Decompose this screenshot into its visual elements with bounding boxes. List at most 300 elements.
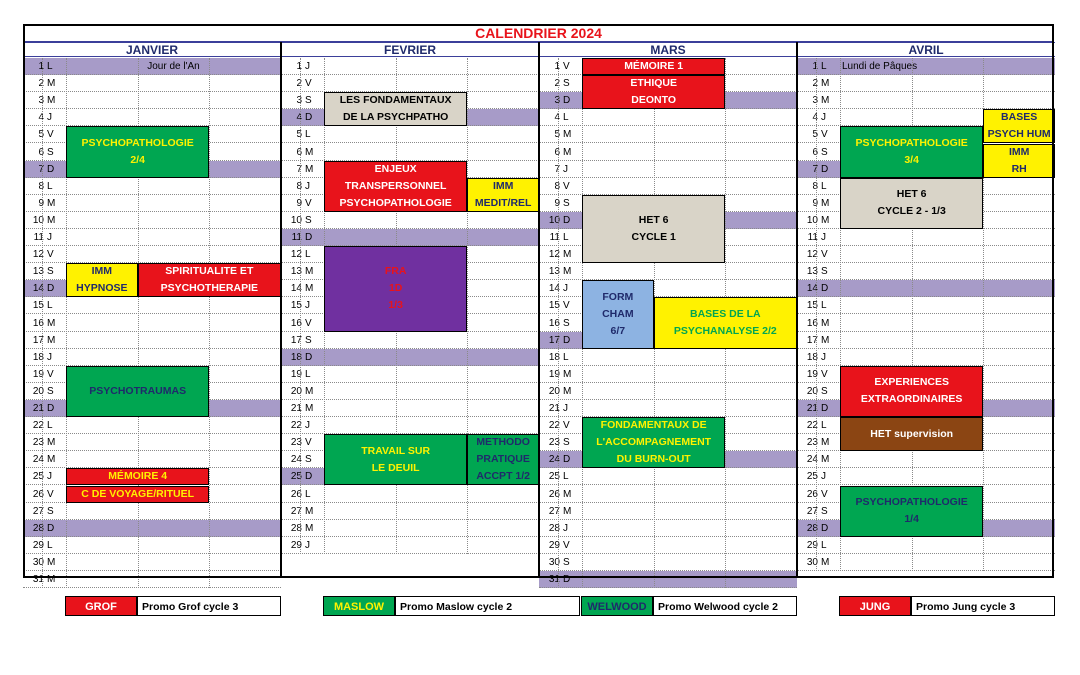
day-row[interactable] (23, 195, 281, 212)
day-number: 15 (32, 300, 44, 312)
day-letter: M (305, 522, 314, 534)
day-letter: V (47, 129, 54, 141)
day-letter: M (305, 385, 314, 397)
day-number: 6 (554, 146, 560, 158)
day-number: 15 (806, 300, 818, 312)
day-letter: M (563, 129, 572, 141)
day-number: 21 (548, 403, 560, 414)
day-letter: J (821, 351, 826, 363)
day-number: 12 (290, 249, 302, 261)
day-letter: J (305, 420, 310, 432)
event-fev-fondamentaux-psychpatho[interactable]: LES FONDAMENTAUX DE LA PSYCHPATHO (324, 92, 467, 126)
day-number: 17 (548, 334, 560, 346)
day-number: 26 (32, 488, 44, 500)
day-row[interactable] (23, 571, 281, 588)
day-row[interactable] (281, 212, 539, 229)
day-number: 5 (812, 129, 818, 141)
month-header-mars: MARS (539, 42, 797, 57)
day-letter: M (563, 249, 572, 261)
day-number: 1 (812, 61, 818, 72)
day-letter: D (563, 334, 571, 346)
day-row[interactable] (539, 280, 797, 297)
day-letter: D (305, 112, 313, 124)
day-number: 17 (806, 334, 818, 346)
legend-label-maslow: Promo Maslow cycle 2 (395, 596, 580, 616)
day-row[interactable] (281, 503, 539, 520)
day-letter: D (563, 95, 571, 107)
day-letter: D (305, 471, 313, 483)
month-header-fevrier: FEVRIER (281, 42, 539, 57)
day-number: 24 (290, 454, 302, 466)
day-number: 30 (806, 556, 818, 568)
day-row[interactable] (23, 315, 281, 332)
day-letter: M (305, 403, 314, 414)
day-letter: M (821, 95, 830, 107)
day-row[interactable] (797, 332, 1055, 349)
day-letter: J (821, 232, 826, 243)
day-letter: J (305, 61, 310, 72)
day-letter: J (821, 112, 826, 124)
day-row[interactable] (797, 246, 1055, 263)
day-row[interactable] (23, 92, 281, 109)
day-number: 29 (290, 539, 302, 551)
day-letter: M (305, 505, 314, 517)
day-number: 18 (32, 351, 44, 363)
day-letter: M (821, 214, 830, 226)
day-number: 26 (548, 488, 560, 500)
day-number: 10 (548, 214, 560, 226)
day-letter: M (47, 574, 56, 585)
day-letter: V (821, 368, 828, 380)
day-number: 19 (290, 368, 302, 380)
day-letter: M (821, 334, 830, 346)
day-letter: M (821, 78, 830, 90)
day-row[interactable] (539, 537, 797, 554)
day-letter: S (821, 385, 828, 397)
day-letter: L (47, 300, 53, 312)
day-letter: V (563, 300, 570, 312)
day-row[interactable] (539, 520, 797, 537)
day-row[interactable] (281, 400, 539, 417)
event-jan-spiritualite[interactable]: SPIRITUALITE ET PSYCHOTHERAPIE (138, 263, 281, 297)
day-letter: V (47, 249, 54, 261)
day-row[interactable] (797, 315, 1055, 332)
legend-swatch-maslow: MASLOW (323, 596, 395, 616)
day-letter: M (305, 146, 314, 158)
day-number: 3 (296, 95, 302, 107)
event-fev-methodo-pratique[interactable]: METHODO PRATIQUE ACCPT 1/2 (467, 434, 539, 485)
day-row[interactable] (539, 144, 797, 161)
day-letter: M (47, 334, 56, 346)
day-row[interactable] (23, 75, 281, 92)
day-number: 28 (806, 522, 818, 534)
day-letter: V (305, 317, 312, 329)
day-row[interactable] (281, 349, 539, 366)
day-number: 31 (32, 574, 44, 585)
day-letter: J (305, 180, 310, 192)
day-letter: L (563, 471, 569, 483)
event-jan-imm-hypnose[interactable]: IMM HYPNOSE (66, 263, 138, 297)
event-fev-fra-1d-1d[interactable]: FRA 1D 1/3 (324, 246, 467, 332)
day-row[interactable] (797, 537, 1055, 554)
day-number: 3 (554, 95, 560, 107)
day-number: 6 (296, 146, 302, 158)
day-letter: L (563, 351, 569, 363)
day-number: 9 (38, 197, 44, 209)
grid-line (558, 58, 559, 588)
day-number: 23 (290, 437, 302, 449)
day-row[interactable] (539, 383, 797, 400)
day-row[interactable] (797, 468, 1055, 485)
day-letter: V (305, 197, 312, 209)
day-row[interactable] (797, 263, 1055, 280)
day-letter: J (47, 471, 52, 483)
day-letter: L (47, 420, 53, 432)
day-number: 24 (548, 454, 560, 466)
day-row[interactable] (539, 161, 797, 178)
day-number: 18 (548, 351, 560, 363)
day-row[interactable] (23, 229, 281, 246)
day-row[interactable] (797, 349, 1055, 366)
day-letter: S (563, 556, 570, 568)
day-number: 2 (296, 78, 302, 90)
day-number: 22 (548, 420, 560, 432)
day-row[interactable] (23, 349, 281, 366)
day-number: 26 (806, 488, 818, 500)
day-number: 9 (554, 197, 560, 209)
day-number: 11 (291, 232, 302, 243)
day-number: 12 (32, 249, 44, 261)
day-number: 29 (32, 539, 44, 551)
day-number: 4 (296, 112, 302, 124)
event-fev-enjeux-transpersonnel[interactable]: ENJEUX TRANSPERSONNEL PSYCHOPATHOLOGIE (324, 161, 467, 212)
day-row[interactable] (539, 349, 797, 366)
day-row[interactable] (539, 263, 797, 280)
day-row[interactable] (539, 486, 797, 503)
day-number: 19 (32, 368, 44, 380)
month-separator (280, 42, 282, 578)
event-jan-psychopathologie[interactable]: PSYCHOPATHOLOGIE 2/4 (66, 126, 209, 177)
day-letter: V (47, 368, 54, 380)
day-number: 15 (548, 300, 560, 312)
day-letter: D (821, 403, 829, 414)
day-letter: J (563, 403, 568, 414)
day-number: 22 (806, 420, 818, 432)
day-letter: M (821, 556, 830, 568)
day-letter: S (563, 197, 570, 209)
month-header-avril: AVRIL (797, 42, 1055, 57)
day-number: 15 (290, 300, 302, 312)
day-row[interactable] (23, 332, 281, 349)
day-letter: M (821, 197, 830, 209)
month-header-janvier: JANVIER (23, 42, 281, 57)
day-letter: D (563, 454, 571, 466)
day-letter: M (821, 317, 830, 329)
day-row[interactable] (23, 434, 281, 451)
event-mar-ethique-deonto[interactable]: ETHIQUE DEONTO (582, 75, 725, 109)
day-row[interactable] (797, 58, 1055, 75)
day-number: 13 (32, 266, 44, 278)
day-letter: V (47, 488, 54, 500)
day-letter: L (305, 129, 311, 141)
day-row[interactable] (281, 229, 539, 246)
legend-swatch-welwood: WELWOOD (581, 596, 653, 616)
event-mar-fondamentaux-burnout[interactable]: FONDAMENTAUX DE L'ACCOMPAGNEMENT DU BURN-OUT (582, 417, 725, 468)
day-row[interactable] (281, 75, 539, 92)
day-letter: V (821, 488, 828, 500)
day-number: 24 (32, 454, 44, 466)
legend-swatch-grof: GROF (65, 596, 137, 616)
day-number: 26 (290, 488, 302, 500)
day-row[interactable] (23, 554, 281, 571)
day-letter: V (821, 129, 828, 141)
event-avr-imm-rh[interactable]: IMM RH (983, 144, 1055, 178)
event-jan-psychotraumas[interactable]: PSYCHOTRAUMAS (66, 366, 209, 417)
day-row[interactable] (797, 554, 1055, 571)
day-row[interactable] (281, 520, 539, 537)
day-row[interactable] (281, 144, 539, 161)
day-row[interactable] (539, 554, 797, 571)
day-row[interactable] (539, 400, 797, 417)
day-letter: J (563, 163, 568, 175)
day-letter: S (821, 146, 828, 158)
day-letter: M (47, 454, 56, 466)
day-row[interactable] (539, 503, 797, 520)
day-letter: S (47, 385, 54, 397)
day-row[interactable] (797, 297, 1055, 314)
day-row[interactable] (23, 246, 281, 263)
day-number: 25 (548, 471, 560, 483)
day-row[interactable] (797, 451, 1055, 468)
day-letter: J (47, 351, 52, 363)
day-number: 2 (554, 78, 560, 90)
day-number: 7 (38, 163, 44, 175)
day-number: 27 (548, 505, 560, 517)
day-number: 14 (806, 283, 818, 295)
day-number: 27 (32, 505, 44, 517)
day-number: 10 (290, 214, 302, 226)
day-number: 18 (806, 351, 818, 363)
day-number: 8 (38, 180, 44, 192)
day-number: 27 (290, 505, 302, 517)
day-row[interactable] (281, 58, 539, 75)
day-row[interactable] (539, 109, 797, 126)
day-number: 20 (32, 385, 44, 397)
day-number: 16 (32, 317, 44, 329)
day-row[interactable] (23, 417, 281, 434)
day-letter: S (305, 334, 312, 346)
day-number: 11 (807, 232, 818, 243)
day-number: 14 (548, 283, 560, 295)
day-letter: M (47, 556, 56, 568)
day-number: 28 (290, 522, 302, 534)
day-row[interactable] (23, 297, 281, 314)
day-number: 17 (32, 334, 44, 346)
day-number: 16 (806, 317, 818, 329)
event-mar-memoire-1[interactable]: MÉMOIRE 1 (582, 58, 725, 75)
day-letter: D (563, 574, 571, 585)
day-number: 28 (32, 522, 44, 534)
day-number: 10 (806, 214, 818, 226)
day-row[interactable] (23, 537, 281, 554)
day-letter: V (821, 249, 828, 261)
day-row[interactable] (23, 503, 281, 520)
day-letter: S (563, 78, 570, 90)
day-number: 31 (548, 574, 560, 585)
day-letter: V (563, 420, 570, 432)
day-letter: M (305, 283, 314, 295)
day-letter: M (47, 214, 56, 226)
day-letter: V (563, 539, 570, 551)
day-row[interactable] (797, 92, 1055, 109)
day-number: 21 (290, 403, 302, 414)
day-number: 4 (554, 112, 560, 124)
day-number: 28 (548, 522, 560, 534)
day-row[interactable] (23, 520, 281, 537)
day-row[interactable] (281, 486, 539, 503)
day-letter: J (47, 232, 52, 243)
day-letter: D (821, 522, 829, 534)
day-number: 4 (38, 112, 44, 124)
legend-swatch-jung: JUNG (839, 596, 911, 616)
day-row[interactable] (797, 280, 1055, 297)
day-row[interactable] (281, 537, 539, 554)
day-row[interactable] (23, 212, 281, 229)
grid-line (42, 58, 43, 588)
day-letter: M (47, 95, 56, 107)
event-mar-form-cham[interactable]: FORM CHAM 6/7 (582, 280, 654, 348)
day-number: 24 (806, 454, 818, 466)
day-row[interactable] (281, 417, 539, 434)
day-letter: J (305, 300, 310, 312)
day-letter: M (563, 385, 572, 397)
day-letter: J (305, 539, 310, 551)
day-number: 30 (548, 556, 560, 568)
day-row[interactable] (23, 451, 281, 468)
day-number: 11 (549, 232, 560, 243)
day-row[interactable] (281, 383, 539, 400)
day-letter: D (47, 283, 55, 295)
holiday-label: Jour de l'An (147, 61, 200, 72)
day-letter: V (563, 180, 570, 192)
grid-line (816, 58, 817, 571)
event-jan-voyage-rituel[interactable]: C DE VOYAGE/RITUEL (66, 486, 209, 503)
event-fev-travail-deuil[interactable]: TRAVAIL SUR LE DEUIL (324, 434, 467, 485)
day-letter: S (563, 317, 570, 329)
day-number: 19 (806, 368, 818, 380)
day-number: 3 (812, 95, 818, 107)
day-number: 18 (290, 351, 302, 363)
day-number: 1 (38, 61, 44, 72)
day-row[interactable] (539, 571, 797, 588)
day-letter: J (563, 283, 568, 295)
event-avr-bases-psych-hum[interactable]: BASES PSYCH HUM (983, 109, 1055, 143)
day-letter: J (821, 471, 826, 483)
day-row[interactable] (539, 126, 797, 143)
day-number: 29 (548, 539, 560, 551)
grid-line (300, 58, 301, 554)
legend-label-jung: Promo Jung cycle 3 (911, 596, 1055, 616)
day-letter: M (47, 317, 56, 329)
day-letter: M (821, 454, 830, 466)
day-row[interactable] (797, 229, 1055, 246)
day-letter: L (47, 61, 53, 72)
day-number: 8 (554, 180, 560, 192)
day-row[interactable] (281, 126, 539, 143)
day-letter: L (563, 232, 569, 243)
day-letter: J (47, 112, 52, 124)
event-avr-het-supervision[interactable]: HET supervision (840, 417, 983, 451)
day-letter: V (563, 61, 570, 72)
day-number: 12 (548, 249, 560, 261)
month-separator (796, 42, 798, 578)
day-row[interactable] (23, 109, 281, 126)
day-number: 20 (290, 385, 302, 397)
day-letter: L (821, 61, 827, 72)
day-number: 22 (290, 420, 302, 432)
day-row[interactable] (539, 366, 797, 383)
day-row[interactable] (23, 178, 281, 195)
day-number: 7 (554, 163, 560, 175)
day-row[interactable] (281, 366, 539, 383)
grid-line (209, 58, 210, 588)
day-row[interactable] (281, 332, 539, 349)
day-number: 13 (548, 266, 560, 278)
event-fev-imm-medit[interactable]: IMM MEDIT/REL (467, 178, 539, 212)
event-avr-het6-cycle2[interactable]: HET 6 CYCLE 2 - 1/3 (840, 178, 983, 229)
day-letter: M (563, 488, 572, 500)
day-number: 3 (38, 95, 44, 107)
day-number: 10 (32, 214, 44, 226)
event-mar-het6-cycle1[interactable]: HET 6 CYCLE 1 (582, 195, 725, 263)
day-letter: S (305, 214, 312, 226)
day-number: 23 (548, 437, 560, 449)
day-number: 11 (33, 232, 44, 243)
month-separator (538, 42, 540, 578)
day-row[interactable] (539, 468, 797, 485)
day-letter: V (305, 437, 312, 449)
event-avr-experiences-extra[interactable]: EXPERIENCES EXTRAORDINAIRES (840, 366, 983, 417)
day-letter: L (305, 368, 311, 380)
day-number: 8 (812, 180, 818, 192)
day-number: 7 (296, 163, 302, 175)
day-letter: M (821, 437, 830, 449)
day-row[interactable] (539, 178, 797, 195)
event-avr-psychopathologie-1-4[interactable]: PSYCHOPATHOLOGIE 1/4 (840, 486, 983, 537)
day-number: 1 (554, 61, 560, 72)
day-number: 2 (812, 78, 818, 90)
day-letter: L (305, 249, 311, 261)
day-letter: M (563, 146, 572, 158)
day-number: 14 (290, 283, 302, 295)
day-letter: S (47, 505, 54, 517)
day-number: 16 (548, 317, 560, 329)
day-number: 8 (296, 180, 302, 192)
day-number: 16 (290, 317, 302, 329)
day-letter: M (563, 505, 572, 517)
event-mar-bases-psychanalyse[interactable]: BASES DE LA PSYCHANALYSE 2/2 (654, 297, 797, 348)
day-letter: L (47, 539, 53, 551)
event-avr-psychopathologie-3-4[interactable]: PSYCHOPATHOLOGIE 3/4 (840, 126, 983, 177)
day-number: 9 (296, 197, 302, 209)
day-number: 25 (806, 471, 818, 483)
day-row[interactable] (797, 75, 1055, 92)
event-jan-memoire-4[interactable]: MÉMOIRE 4 (66, 468, 209, 485)
day-number: 9 (812, 197, 818, 209)
day-letter: S (47, 146, 54, 158)
day-letter: S (47, 266, 54, 278)
day-number: 29 (806, 539, 818, 551)
